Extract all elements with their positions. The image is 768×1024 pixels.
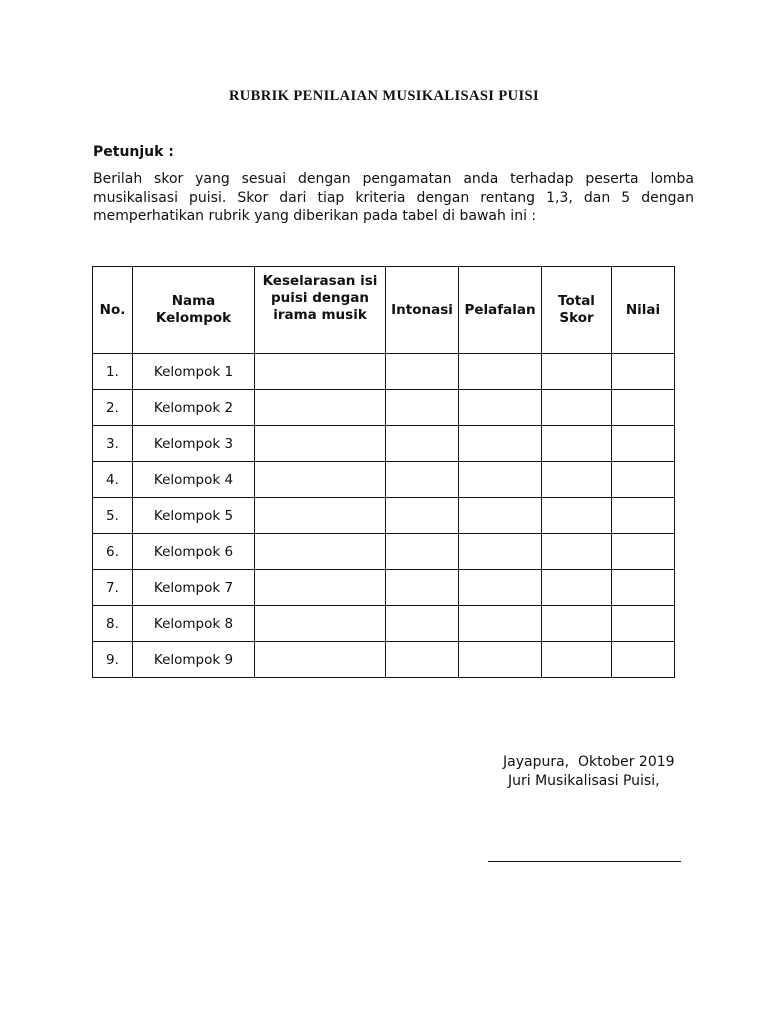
table-header-row	[93, 267, 675, 354]
header-keselarasan-line-2: puisi dengan	[270, 290, 370, 306]
header-nama-line-1: Nama	[171, 293, 216, 309]
signature-line	[488, 861, 681, 862]
table-row	[93, 642, 675, 678]
cell-total-skor	[542, 534, 612, 570]
cell-total-skor	[542, 498, 612, 534]
cell-group-name: Kelompok 2	[133, 390, 255, 426]
cell-pelafalan	[459, 534, 542, 570]
cell-no: 2.	[93, 390, 133, 426]
cell-pelafalan	[459, 354, 542, 390]
cell-keselarasan	[255, 606, 386, 642]
cell-keselarasan	[255, 570, 386, 606]
cell-keselarasan	[255, 426, 386, 462]
header-total-line-1: Total	[558, 293, 595, 309]
cell-intonasi	[386, 642, 459, 678]
table-row	[93, 354, 675, 390]
document-title: RUBRIK PENILAIAN MUSIKALISASI PUISI	[228, 88, 540, 104]
cell-no: 8.	[93, 606, 133, 642]
instructions-label: Petunjuk :	[93, 144, 174, 160]
header-nama-line-2: Kelompok	[155, 310, 232, 326]
table-row	[93, 462, 675, 498]
cell-pelafalan	[459, 426, 542, 462]
cell-no: 7.	[93, 570, 133, 606]
header-no: No.	[93, 267, 133, 354]
instructions-text: Berilah skor yang sesuai dengan pengamatan anda terhadap peserta lomba musikalisasi puisi. Skor dari tiap kriteria dengan rentang 1,3, dan 5 dengan memperhatikan rubrik yang diberikan pada tabel di bawah ini :	[93, 171, 694, 224]
cell-group-name: Kelompok 3	[133, 426, 255, 462]
header-total-skor	[542, 267, 612, 354]
header-total-line-2: Skor	[559, 310, 594, 326]
cell-keselarasan	[255, 642, 386, 678]
header-keselarasan	[255, 267, 386, 354]
cell-total-skor	[542, 570, 612, 606]
table-row	[93, 534, 675, 570]
cell-intonasi	[386, 426, 459, 462]
cell-nilai	[612, 606, 675, 642]
cell-nilai	[612, 462, 675, 498]
cell-pelafalan	[459, 606, 542, 642]
cell-total-skor	[542, 354, 612, 390]
header-keselarasan-line-3: irama musik	[273, 307, 367, 323]
cell-no: 4.	[93, 462, 133, 498]
cell-group-name: Kelompok 4	[133, 462, 255, 498]
cell-nilai	[612, 390, 675, 426]
cell-keselarasan	[255, 498, 386, 534]
cell-no: 9.	[93, 642, 133, 678]
cell-intonasi	[386, 570, 459, 606]
cell-keselarasan	[255, 462, 386, 498]
cell-group-name: Kelompok 1	[133, 354, 255, 390]
cell-group-name: Kelompok 6	[133, 534, 255, 570]
cell-pelafalan	[459, 390, 542, 426]
place-date: Jayapura, Oktober 2019	[503, 754, 675, 770]
cell-total-skor	[542, 642, 612, 678]
cell-group-name: Kelompok 9	[133, 642, 255, 678]
header-keselarasan-line-1: Keselarasan isi	[262, 273, 378, 289]
cell-intonasi	[386, 534, 459, 570]
cell-nilai	[612, 642, 675, 678]
cell-nilai	[612, 354, 675, 390]
rubric-table	[92, 266, 675, 678]
cell-intonasi	[386, 354, 459, 390]
header-intonasi: Intonasi	[386, 267, 459, 354]
cell-nilai	[612, 498, 675, 534]
judge-title: Juri Musikalisasi Puisi,	[508, 773, 660, 789]
cell-intonasi	[386, 462, 459, 498]
cell-no: 3.	[93, 426, 133, 462]
table-row	[93, 498, 675, 534]
cell-intonasi	[386, 498, 459, 534]
header-pelafalan: Pelafalan	[459, 267, 542, 354]
cell-pelafalan	[459, 570, 542, 606]
cell-group-name: Kelompok 5	[133, 498, 255, 534]
table-row	[93, 390, 675, 426]
table-body	[93, 354, 675, 678]
cell-total-skor	[542, 426, 612, 462]
table-row	[93, 606, 675, 642]
cell-group-name: Kelompok 7	[133, 570, 255, 606]
cell-total-skor	[542, 606, 612, 642]
header-nama-kelompok	[133, 267, 255, 354]
cell-nilai	[612, 570, 675, 606]
cell-total-skor	[542, 390, 612, 426]
cell-no: 6.	[93, 534, 133, 570]
cell-intonasi	[386, 606, 459, 642]
cell-group-name: Kelompok 8	[133, 606, 255, 642]
cell-intonasi	[386, 390, 459, 426]
cell-total-skor	[542, 462, 612, 498]
table-row	[93, 426, 675, 462]
cell-pelafalan	[459, 462, 542, 498]
cell-nilai	[612, 426, 675, 462]
cell-pelafalan	[459, 498, 542, 534]
cell-keselarasan	[255, 354, 386, 390]
cell-nilai	[612, 534, 675, 570]
cell-keselarasan	[255, 534, 386, 570]
table-row	[93, 570, 675, 606]
cell-no: 1.	[93, 354, 133, 390]
cell-no: 5.	[93, 498, 133, 534]
cell-pelafalan	[459, 642, 542, 678]
cell-keselarasan	[255, 390, 386, 426]
header-nilai: Nilai	[612, 267, 675, 354]
